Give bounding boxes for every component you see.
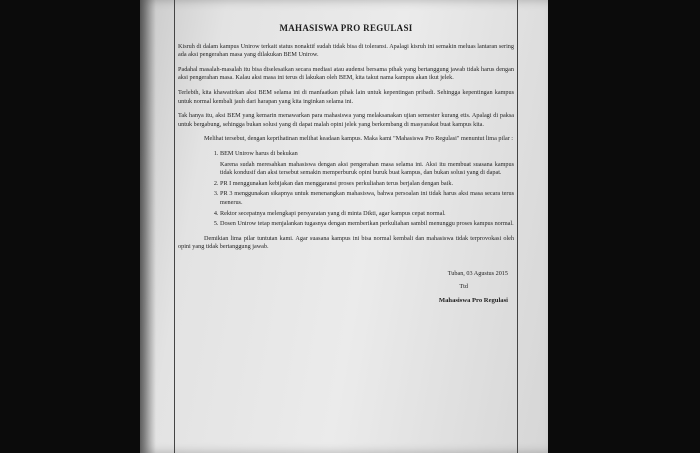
demand-item: 2. PR I menggunakan kebijakan dan menggaransi proses perkuliahan terus berjalan dengan baik. [220, 180, 514, 189]
paragraph-5: Melihat tersebut, dengan keprihatinan melihat keadaan kampus. Maka kami "Mahasiswa Pro Regulasi" menuntut lima pilar : [204, 135, 514, 143]
demand-item: 1. BEM Unirow harus di bekukan [220, 150, 514, 159]
ttd-label: Ttd [459, 283, 468, 291]
place-date: Tuban, 03 Agustus 2015 [447, 269, 508, 277]
demand-item: 4. Rektor secepatnya melengkapi persyaratan yang di minta Dikti, agar kampus cepat normal. [220, 210, 514, 219]
demand-item: 3. PR 3 menggunakan sikapnya untuk menenangkan mahasiswa, bahwa persoalan ini tidak harus aksi masa secara terus menerus. [220, 190, 514, 207]
paragraph-2: Padahal masalah-masalah itu bisa diselesaikan secara mediasi atau audensi bersama pihak yang bertanggung jawab tidak harus dengan aksi pengerahan masa. Kalau aksi masa ini terus di lakukan oleh BEM, kita takut nama kampus akan ikut jelek. [178, 65, 514, 82]
signature-block [178, 270, 514, 306]
paper-fold-shadow [140, 0, 156, 453]
demands-list [178, 150, 514, 229]
paragraph-1: Kisruh di dalam kampus Unirow terkait status nonaktif sudah tidak bisa di toleransi. Apalagi kisruh ini semakin meluas lantaran sering ada aksi pengerahan masa yang dilakukan BEM Unirow. [178, 42, 514, 59]
paragraph-3: Terlebih, kita khawatirkan aksi BEM selama ini di manfaatkan pihak lain untuk kepentingan pribadi. Sehingga kepentingan kampus untuk normal kembali jauh dari harapan yang kita inginkan selama ini. [178, 88, 514, 105]
closing-paragraph: Demikian lima pilar tuntutan kami. Agar suasana kampus ini bisa normal kembali dan mahasiswa tidak terprovokasi oleh opini yang tidak bertanggung jawab. [178, 234, 514, 251]
demand-explanation: Karena sudah meresahkan mahasiswa dengan aksi pengerahan masa selama ini. Aksi itu membuat suasana kampus tidak kondusif dan aksi tersebut semakin memperburuk opini buruk buat kampus, dan bukan solusi yang di dapat. [220, 160, 514, 177]
letter-content [178, 4, 514, 449]
demand-item: 5. Dosen Unirow tetap menjalankan tugasnya dengan memberikan perkuliahan sambil menunggu proses kampus normal. [220, 220, 514, 229]
paragraph-4: Tak hanya itu, aksi BEM yang kemarin menawarkan para mahasiswa yang melaksanakan ujian semester kurang etis. Apalagi di paksa untuk bergabung, sehingga bukan solusi yang di dapat malah opini jelek yang berkembang di masyarakat buat kampus kita. [178, 112, 514, 128]
signatory: Mahasiswa Pro Regulasi [438, 297, 508, 305]
letter-title: MAHASISWA PRO REGULASI [279, 23, 413, 33]
